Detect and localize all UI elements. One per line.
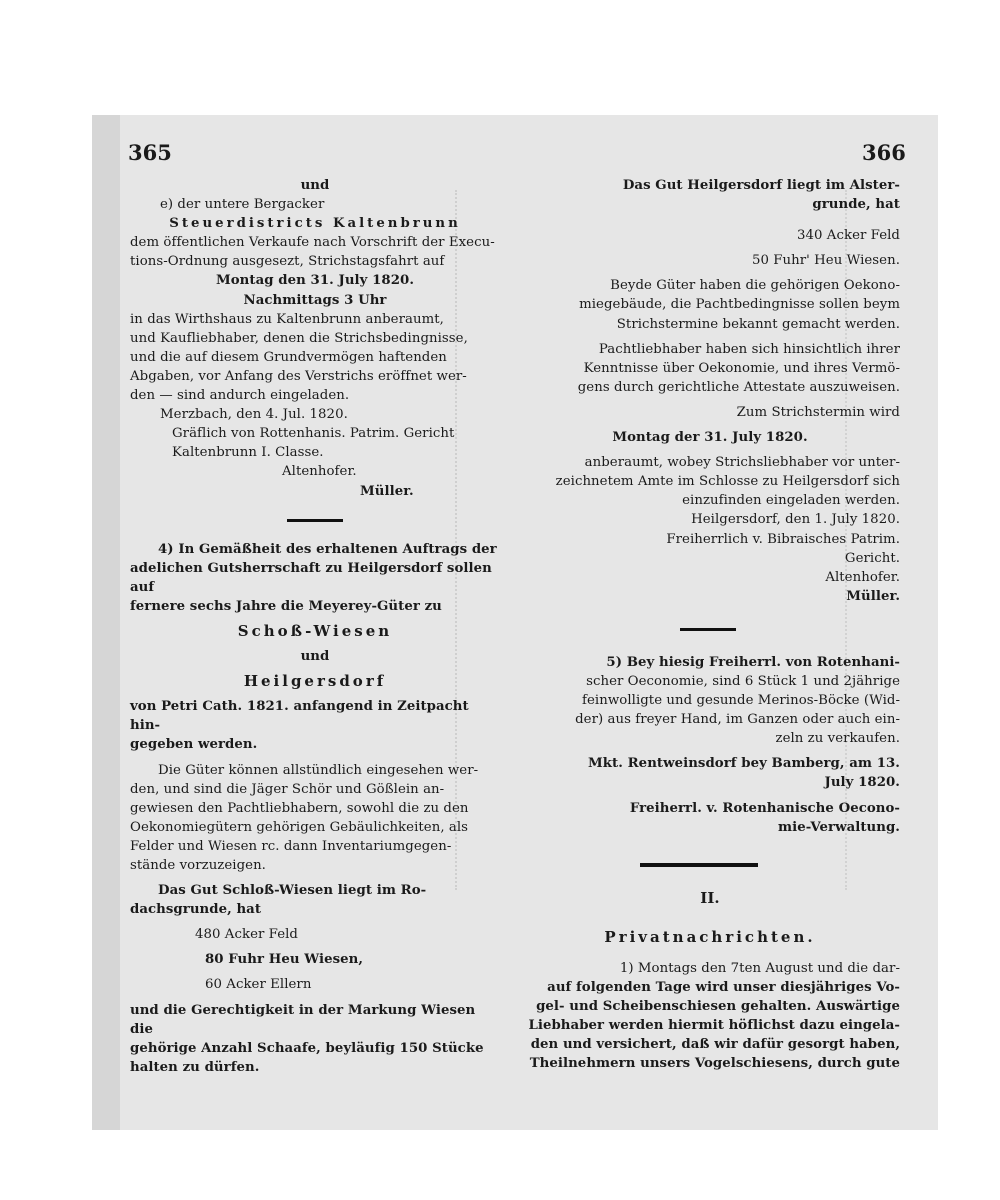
issuer: Kaltenbrunn I. Classe. xyxy=(172,445,324,461)
text-line: gehörige Anzahl Schaafe, beyläufig 150 Stücke xyxy=(130,1040,484,1056)
text-line: 1) Montags den 7ten August und die dar- xyxy=(619,960,900,976)
auction-time: Nachmittags 3 Uhr xyxy=(243,292,387,308)
signature: Müller. xyxy=(846,588,900,604)
signature: Müller. xyxy=(360,483,414,499)
text-line: Die Güter können allstündlich eingesehen wer- xyxy=(158,762,479,778)
text-line: den, und sind die Jäger Schör und Gößlein an- xyxy=(130,781,445,797)
text-line: anberaumt, wobey Strichsliebhaber vor unter- xyxy=(584,455,900,471)
auction-date: Montag der 31. July 1820. xyxy=(612,430,808,446)
text-line: gens durch gerichtliche Attestate auszuweisen. xyxy=(577,379,900,395)
right-column xyxy=(520,176,900,1073)
text-line: zeichnetem Amte im Schlosse zu Heilgersdorf sich xyxy=(555,474,900,490)
land-item: 50 Fuhr' Heu Wiesen. xyxy=(751,253,900,269)
signature: Altenhofer. xyxy=(282,464,357,480)
text-line: Abgaben, vor Anfang des Verstrichs eröffnet wer- xyxy=(130,368,467,384)
issuer: Freiherrl. v. Rotenhanische Oecono- xyxy=(629,800,900,816)
text-line: halten zu dürfen. xyxy=(130,1059,260,1075)
text-line: 4) In Gemäßheit des erhaltenen Auftrags der xyxy=(158,541,497,557)
text-line: gewiesen den Pachtliebhabern, sowohl die zu den xyxy=(130,800,469,816)
text-line: den — sind andurch eingeladen. xyxy=(130,388,350,404)
text-line: feinwolligte und gesunde Merinos-Böcke (Wid- xyxy=(582,693,900,709)
section-divider xyxy=(680,628,736,631)
signature: Altenhofer. xyxy=(825,569,900,585)
text-line: Kenntnisse über Oekonomie, und ihres Vermö- xyxy=(583,360,900,376)
land-item: 60 Acker Ellern xyxy=(205,977,312,993)
land-item: 80 Fuhr Heu Wiesen, xyxy=(205,952,364,968)
text-line: Beyde Güter haben die gehörigen Oekono- xyxy=(610,278,900,294)
text-line: den und versichert, daß wir dafür gesorgt haben, xyxy=(530,1037,900,1053)
text-line: in das Wirthshaus zu Kaltenbrunn anberaumt, xyxy=(130,311,444,327)
text-line: dem öffentlichen Verkaufe nach Vorschrift der Execu- xyxy=(130,235,495,251)
text-line: miegebäude, die Pachtbedingnisse sollen beym xyxy=(579,297,900,313)
text-line: Theilnehmern unsers Vogelschiesens, durch gute xyxy=(529,1056,900,1072)
text-line: Felder und Wiesen rc. dann Inventariumgegen- xyxy=(130,838,452,854)
place-date: Heilgersdorf, den 1. July 1820. xyxy=(691,512,900,528)
place-date: Mkt. Rentweinsdorf bey Bamberg, am 13. xyxy=(588,756,900,772)
auction-date: Montag den 31. July 1820. xyxy=(215,273,414,289)
issuer: mie-Verwaltung. xyxy=(778,819,900,835)
text-line: gel- und Scheibenschiesen gehalten. Auswärtige xyxy=(536,999,900,1015)
page-gutter-shadow xyxy=(92,115,120,1130)
text-line: Strichstermine bekannt gemacht werden. xyxy=(616,316,900,332)
section-divider xyxy=(287,519,343,522)
text-line: Zum Strichstermin wird xyxy=(736,404,900,420)
section-divider xyxy=(640,863,758,867)
district-heading: Steuerdistricts Kaltenbrunn xyxy=(169,216,461,232)
page-number-left: 365 xyxy=(128,140,172,165)
text-line: adelichen Gutsherrschaft zu Heilgersdorf sollen auf xyxy=(130,560,492,595)
text-line: fernere sechs Jahre die Meyerey-Güter zu xyxy=(130,598,442,614)
section-title: Privatnachrichten. xyxy=(604,927,816,946)
text-line: der) aus freyer Hand, im Ganzen oder auch ein- xyxy=(575,712,900,728)
place-date: Merzbach, den 4. Jul. 1820. xyxy=(160,407,348,423)
section-number: II. xyxy=(700,888,720,907)
text-line: e) der untere Bergacker xyxy=(160,197,325,213)
left-column xyxy=(130,176,500,1077)
text-line: Das Gut Heilgersdorf liegt im Alster- xyxy=(622,178,900,193)
text-line: Das Gut Schloß-Wiesen liegt im Ro- xyxy=(158,883,427,899)
text-line: zeln zu verkaufen. xyxy=(775,731,900,747)
text-line: gegeben werden. xyxy=(130,737,258,753)
issuer: Freiherrlich v. Bibraisches Patrim. xyxy=(666,531,900,547)
issuer: Gräflich von Rottenhanis. Patrim. Gericht xyxy=(172,426,455,442)
text-line: einzufinden eingeladen werden. xyxy=(682,493,900,509)
estate-name: Heilgersdorf xyxy=(243,672,387,691)
text-line: Pachtliebhaber haben sich hinsichtlich ihrer xyxy=(598,341,900,357)
text-line: stände vorzuzeigen. xyxy=(130,858,266,873)
text-line: und xyxy=(300,178,330,193)
land-item: 340 Acker Feld xyxy=(797,228,900,244)
text-line: und die Gerechtigkeit in der Markung Wiesen die xyxy=(130,1002,476,1037)
text-line: und die auf diesem Grundvermögen haftenden xyxy=(130,349,447,365)
text-line: auf folgenden Tage wird unser diesjähriges Vo- xyxy=(547,980,900,995)
text-line: 5) Bey hiesig Freiherrl. von Rotenhani- xyxy=(606,654,900,670)
text-line: dachsgrunde, hat xyxy=(130,902,262,918)
text-line: und Kaufliebhaber, denen die Strichsbedingnisse, xyxy=(130,330,468,346)
text-line: grunde, hat xyxy=(812,197,900,213)
text-line: und xyxy=(300,649,330,665)
estate-name: Schoß-Wiesen xyxy=(237,621,393,640)
text-line: Oekonomiegütern gehörigen Gebäulichkeiten, als xyxy=(130,819,469,835)
text-line: scher Oeconomie, sind 6 Stück 1 und 2jährige xyxy=(586,673,900,689)
text-line: Liebhaber werden hiermit höflichst dazu eingela- xyxy=(528,1018,900,1034)
text-line: von Petri Cath. 1821. anfangend in Zeitpacht hin- xyxy=(130,699,469,734)
land-item: 480 Acker Feld xyxy=(195,927,298,943)
issuer: Gericht. xyxy=(844,550,900,566)
text-line: tions-Ordnung ausgesezt, Strichstagsfahrt auf xyxy=(130,254,445,270)
page-number-right: 366 xyxy=(862,140,906,165)
place-date: July 1820. xyxy=(824,775,900,791)
